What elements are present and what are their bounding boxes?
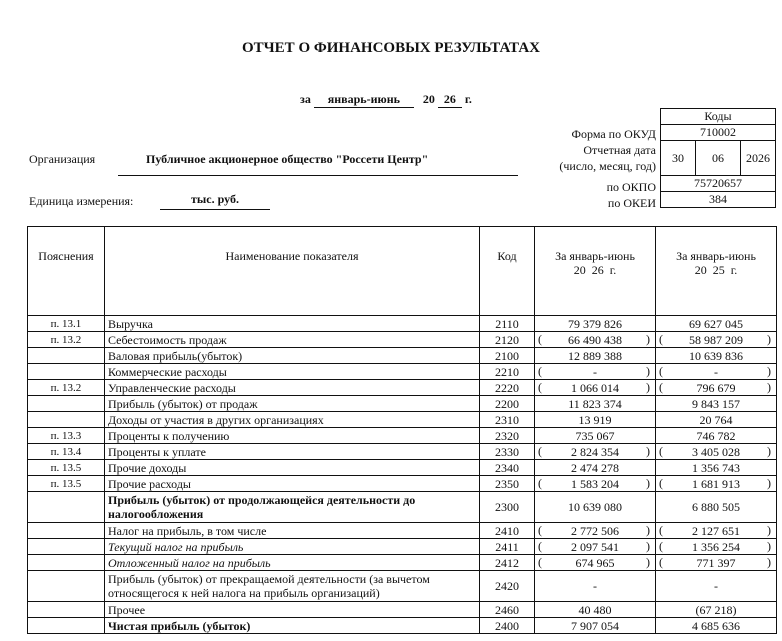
row-code: 2412 bbox=[480, 555, 535, 571]
table-row bbox=[28, 492, 777, 523]
org-name: Публичное акционерное общество "Россети Центр" bbox=[118, 152, 518, 176]
row-current-value: 12 889 388 bbox=[535, 348, 656, 364]
row-name: Текущий налог на прибыль bbox=[105, 539, 480, 555]
row-current-value: - bbox=[535, 571, 656, 602]
row-note: п. 13.5 bbox=[28, 460, 105, 476]
row-code: 2110 bbox=[480, 316, 535, 332]
report-date-label-2: (число, месяц, год) bbox=[559, 159, 656, 173]
row-code: 2350 bbox=[480, 476, 535, 492]
row-previous-value: - bbox=[656, 571, 777, 602]
table-row bbox=[28, 428, 777, 444]
header-current-period bbox=[535, 227, 656, 316]
table-row bbox=[28, 460, 777, 476]
period-months: январь-июнь bbox=[314, 92, 414, 108]
row-note bbox=[28, 523, 105, 539]
row-previous-value: 6 880 505 bbox=[656, 492, 777, 523]
row-previous-value: 20 764 bbox=[656, 412, 777, 428]
table-row bbox=[28, 602, 777, 618]
row-previous-value: ( 58 987 209 ) bbox=[656, 332, 777, 348]
row-code: 2120 bbox=[480, 332, 535, 348]
row-previous-value: 10 639 836 bbox=[656, 348, 777, 364]
row-name: Прибыль (убыток) от прекращаемой деятельности (за вычетом относящегося к ней налога на прибыль организаций) bbox=[105, 571, 480, 602]
table-row bbox=[28, 348, 777, 364]
row-name: Налог на прибыль, в том числе bbox=[105, 523, 480, 539]
row-name: Управленческие расходы bbox=[105, 380, 480, 396]
row-name: Чистая прибыль (убыток) bbox=[105, 618, 480, 634]
row-code: 2200 bbox=[480, 396, 535, 412]
table-row bbox=[28, 571, 777, 602]
row-current-value: 13 919 bbox=[535, 412, 656, 428]
table-row bbox=[28, 316, 777, 332]
row-previous-value: ( 1 356 254 ) bbox=[656, 539, 777, 555]
row-name: Коммерческие расходы bbox=[105, 364, 480, 380]
row-current-value: 735 067 bbox=[535, 428, 656, 444]
period-year-prefix: 20 bbox=[422, 92, 435, 106]
row-previous-value: ( - ) bbox=[656, 364, 777, 380]
org-label: Организация bbox=[29, 152, 96, 166]
row-name: Проценты к уплате bbox=[105, 444, 480, 460]
row-previous-value: ( 2 127 651 ) bbox=[656, 523, 777, 539]
row-note: п. 13.1 bbox=[28, 316, 105, 332]
table-row bbox=[28, 380, 777, 396]
header-previous-period-line2: 20 25 г. bbox=[694, 263, 738, 277]
row-current-value: ( 66 490 438 ) bbox=[535, 332, 656, 348]
row-previous-value: 1 356 743 bbox=[656, 460, 777, 476]
row-note bbox=[28, 364, 105, 380]
row-note bbox=[28, 396, 105, 412]
row-name: Прибыль (убыток) от продаж bbox=[105, 396, 480, 412]
row-code: 2420 bbox=[480, 571, 535, 602]
okpo-value: 75720657 bbox=[661, 176, 776, 192]
row-name: Прочие расходы bbox=[105, 476, 480, 492]
row-code: 2220 bbox=[480, 380, 535, 396]
row-code: 2100 bbox=[480, 348, 535, 364]
row-code: 2300 bbox=[480, 492, 535, 523]
row-name: Проценты к получению bbox=[105, 428, 480, 444]
row-previous-value: ( 3 405 028 ) bbox=[656, 444, 777, 460]
row-previous-value: 4 685 636 bbox=[656, 618, 777, 634]
okei-label: по ОКЕИ bbox=[607, 196, 656, 210]
row-code: 2460 bbox=[480, 602, 535, 618]
row-previous-value: ( 1 681 913 ) bbox=[656, 476, 777, 492]
table-row bbox=[28, 412, 777, 428]
table-row bbox=[28, 539, 777, 555]
table-row bbox=[28, 555, 777, 571]
row-current-value: ( - ) bbox=[535, 364, 656, 380]
report-year: 2026 bbox=[741, 141, 776, 176]
period-year-suffix: 26 bbox=[438, 92, 462, 108]
row-name: Выручка bbox=[105, 316, 480, 332]
row-note bbox=[28, 555, 105, 571]
report-period bbox=[300, 92, 472, 108]
row-previous-value: (67 218) bbox=[656, 602, 777, 618]
row-name: Доходы от участия в других организациях bbox=[105, 412, 480, 428]
financial-results-table bbox=[27, 226, 777, 634]
table-row bbox=[28, 618, 777, 634]
row-note: п. 13.2 bbox=[28, 332, 105, 348]
report-date-label-1: Отчетная дата bbox=[583, 143, 656, 157]
row-code: 2210 bbox=[480, 364, 535, 380]
unit-value: тыс. руб. bbox=[160, 192, 270, 210]
row-current-value: ( 1 066 014 ) bbox=[535, 380, 656, 396]
row-note bbox=[28, 602, 105, 618]
row-note bbox=[28, 571, 105, 602]
row-previous-value: 69 627 045 bbox=[656, 316, 777, 332]
header-current-period-line1: За январь-июнь bbox=[555, 249, 635, 263]
row-current-value: ( 2 097 541 ) bbox=[535, 539, 656, 555]
report-month: 06 bbox=[696, 141, 741, 176]
header-code: Код bbox=[480, 227, 535, 316]
row-code: 2410 bbox=[480, 523, 535, 539]
codes-table bbox=[660, 108, 776, 208]
period-prefix: за bbox=[300, 92, 311, 106]
row-current-value: 11 823 374 bbox=[535, 396, 656, 412]
row-current-value: 79 379 826 bbox=[535, 316, 656, 332]
unit-label: Единица измерения: bbox=[29, 194, 134, 208]
table-row bbox=[28, 523, 777, 539]
table-row bbox=[28, 444, 777, 460]
row-note bbox=[28, 539, 105, 555]
header-previous-period-line1: За январь-июнь bbox=[676, 249, 756, 263]
row-code: 2340 bbox=[480, 460, 535, 476]
row-note bbox=[28, 618, 105, 634]
row-code: 2310 bbox=[480, 412, 535, 428]
row-previous-value: 746 782 bbox=[656, 428, 777, 444]
header-note: Пояснения bbox=[28, 227, 105, 316]
okpo-label: по ОКПО bbox=[606, 180, 656, 194]
okud-value: 710002 bbox=[661, 125, 776, 141]
header-current-period-line2: 20 26 г. bbox=[573, 263, 617, 277]
row-current-value: ( 674 965 ) bbox=[535, 555, 656, 571]
row-current-value: 40 480 bbox=[535, 602, 656, 618]
row-note: п. 13.4 bbox=[28, 444, 105, 460]
period-suffix: г. bbox=[464, 92, 472, 106]
row-note: п. 13.5 bbox=[28, 476, 105, 492]
table-row bbox=[28, 396, 777, 412]
row-current-value: 2 474 278 bbox=[535, 460, 656, 476]
header-previous-period bbox=[656, 227, 777, 316]
row-code: 2320 bbox=[480, 428, 535, 444]
row-current-value: 7 907 054 bbox=[535, 618, 656, 634]
row-note bbox=[28, 348, 105, 364]
row-previous-value: 9 843 157 bbox=[656, 396, 777, 412]
okei-value: 384 bbox=[661, 192, 776, 208]
row-previous-value: ( 771 397 ) bbox=[656, 555, 777, 571]
codes-header: Коды bbox=[661, 109, 776, 125]
row-note: п. 13.2 bbox=[28, 380, 105, 396]
row-note bbox=[28, 492, 105, 523]
row-current-value: ( 1 583 204 ) bbox=[535, 476, 656, 492]
table-row bbox=[28, 364, 777, 380]
row-name: Прочие доходы bbox=[105, 460, 480, 476]
row-current-value: ( 2 824 354 ) bbox=[535, 444, 656, 460]
table-row bbox=[28, 332, 777, 348]
row-name: Прочее bbox=[105, 602, 480, 618]
row-name: Валовая прибыль(убыток) bbox=[105, 348, 480, 364]
row-name: Отложенный налог на прибыль bbox=[105, 555, 480, 571]
row-current-value: ( 2 772 506 ) bbox=[535, 523, 656, 539]
row-note: п. 13.3 bbox=[28, 428, 105, 444]
row-code: 2400 bbox=[480, 618, 535, 634]
okud-label: Форма по ОКУД bbox=[571, 127, 656, 141]
report-day: 30 bbox=[661, 141, 696, 176]
row-code: 2330 bbox=[480, 444, 535, 460]
row-note bbox=[28, 412, 105, 428]
row-name: Прибыль (убыток) от продолжающейся деятельности до налогообложения bbox=[105, 492, 480, 523]
header-name: Наименование показателя bbox=[105, 227, 480, 316]
row-name: Себестоимость продаж bbox=[105, 332, 480, 348]
row-code: 2411 bbox=[480, 539, 535, 555]
report-title: ОТЧЕТ О ФИНАНСОВЫХ РЕЗУЛЬТАТАХ bbox=[242, 40, 540, 56]
row-current-value: 10 639 080 bbox=[535, 492, 656, 523]
row-previous-value: ( 796 679 ) bbox=[656, 380, 777, 396]
table-row bbox=[28, 476, 777, 492]
